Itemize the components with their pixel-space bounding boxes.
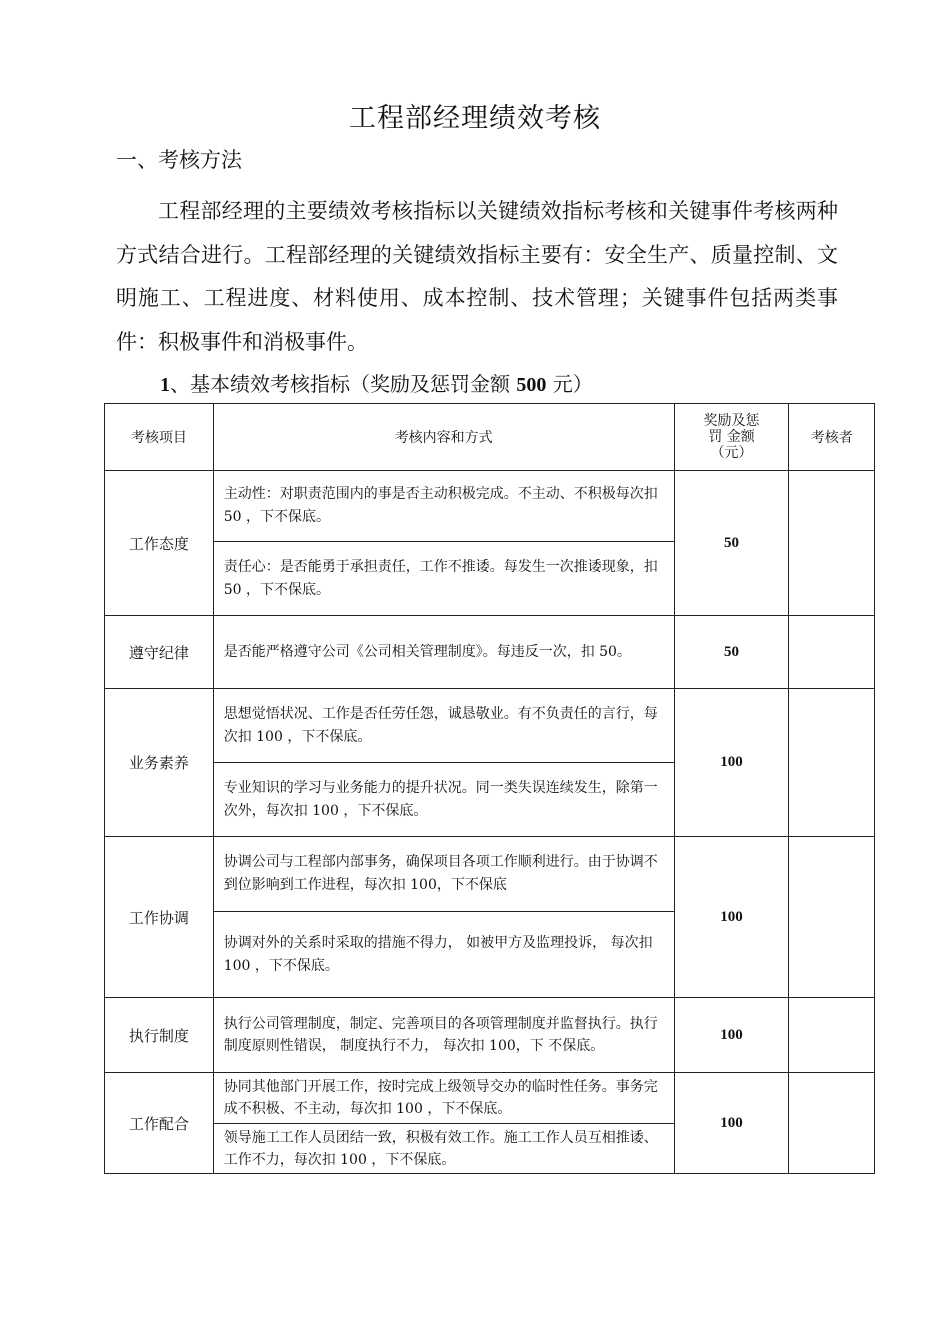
row-content: 是否能严格遵守公司《公司相关管理制度》。每违反一次，扣 50。 bbox=[213, 616, 674, 689]
row-content: 领导施工工作人员团结一致，积极有效工作。施工工作人员互相推诿、工作不力，每次扣 100 ，下不保底。 bbox=[213, 1124, 674, 1174]
row-amount: 100 bbox=[674, 998, 789, 1073]
header-amount bbox=[674, 404, 789, 471]
row-item: 遵守纪律 bbox=[105, 616, 214, 689]
header-item: 考核项目 bbox=[105, 404, 214, 471]
row-reviewer bbox=[789, 998, 875, 1073]
table-row bbox=[105, 1073, 875, 1124]
row-content: 专业知识的学习与业务能力的提升状况。同一类失误连续发生，除第一次外，每次扣 100 ，下不保底。 bbox=[213, 763, 674, 837]
header-amount-line3: （元） bbox=[710, 445, 753, 461]
table-row bbox=[105, 998, 875, 1073]
section-heading: 一、考核方法 bbox=[116, 148, 242, 172]
row-content: 协调公司与工程部内部事务，确保项目各项工作顺利进行。由于协调不到位影响到工作进程，每次扣 100，下不保底 bbox=[213, 837, 674, 912]
subheading-number: 1 bbox=[160, 374, 170, 396]
row-content: 协同其他部门开展工作，按时完成上级领导交办的临时性任务。事务完成不积极、不主动，每次扣 100 ，下不保底。 bbox=[213, 1073, 674, 1124]
header-amount-line1: 奖励及惩 bbox=[703, 413, 760, 429]
row-content: 执行公司管理制度，制定、完善项目的各项管理制度并监督执行。执行制度原则性错误， 制度执行不力， 每次扣 100，下 不保底。 bbox=[213, 998, 674, 1073]
row-amount: 100 bbox=[674, 837, 789, 998]
row-reviewer bbox=[789, 689, 875, 837]
row-item: 工作态度 bbox=[105, 471, 214, 616]
row-content: 协调对外的关系时采取的措施不得力， 如被甲方及监理投诉， 每次扣 100 ，下不保底。 bbox=[213, 912, 674, 998]
intro-paragraph: 工程部经理的主要绩效考核指标以关键绩效指标考核和关键事件考核两种方式结合进行。工程部经理的关键绩效指标主要有：安全生产、质量控制、文明施工、工程进度、材料使用、成本控制、技术管理；关键事件包括两类事件：积极事件和消极事件。 bbox=[116, 199, 838, 354]
row-reviewer bbox=[789, 616, 875, 689]
table-header-row bbox=[105, 404, 875, 471]
subheading-text: 、基本绩效考核指标（奖励及惩罚金额 bbox=[170, 372, 510, 396]
header-content: 考核内容和方式 bbox=[213, 404, 674, 471]
row-reviewer bbox=[789, 837, 875, 998]
row-amount: 50 bbox=[674, 616, 789, 689]
row-amount: 100 bbox=[674, 1073, 789, 1174]
row-item: 执行制度 bbox=[105, 998, 214, 1073]
row-reviewer bbox=[789, 1073, 875, 1174]
table-row bbox=[105, 471, 875, 542]
header-amount-line2: 罚 金额 bbox=[708, 429, 755, 445]
subheading-suffix: 元） bbox=[552, 372, 593, 396]
table-row bbox=[105, 837, 875, 912]
row-amount: 100 bbox=[674, 689, 789, 837]
subheading-amount: 500 bbox=[516, 374, 547, 396]
table-row bbox=[105, 689, 875, 763]
header-reviewer: 考核者 bbox=[789, 404, 875, 471]
table-row bbox=[105, 616, 875, 689]
row-content: 思想觉悟状况、工作是否任劳任怨，诚恳敬业。有不负责任的言行，每次扣 100 ，下不保底。 bbox=[213, 689, 674, 763]
row-item: 业务素养 bbox=[105, 689, 214, 837]
page-title: 工程部经理绩效考核 bbox=[349, 103, 601, 134]
row-content: 责任心：是否能勇于承担责任，工作不推诿。每发生一次推诿现象，扣 50 ，下不保底。 bbox=[213, 542, 674, 616]
row-amount: 50 bbox=[674, 471, 789, 616]
subheading bbox=[160, 368, 593, 397]
row-item: 工作配合 bbox=[105, 1073, 214, 1174]
row-item: 工作协调 bbox=[105, 837, 214, 998]
kpi-table bbox=[104, 403, 875, 1174]
row-content: 主动性：对职责范围内的事是否主动积极完成。不主动、不积极每次扣 50 ，下不保底。 bbox=[213, 471, 674, 542]
row-reviewer bbox=[789, 471, 875, 616]
